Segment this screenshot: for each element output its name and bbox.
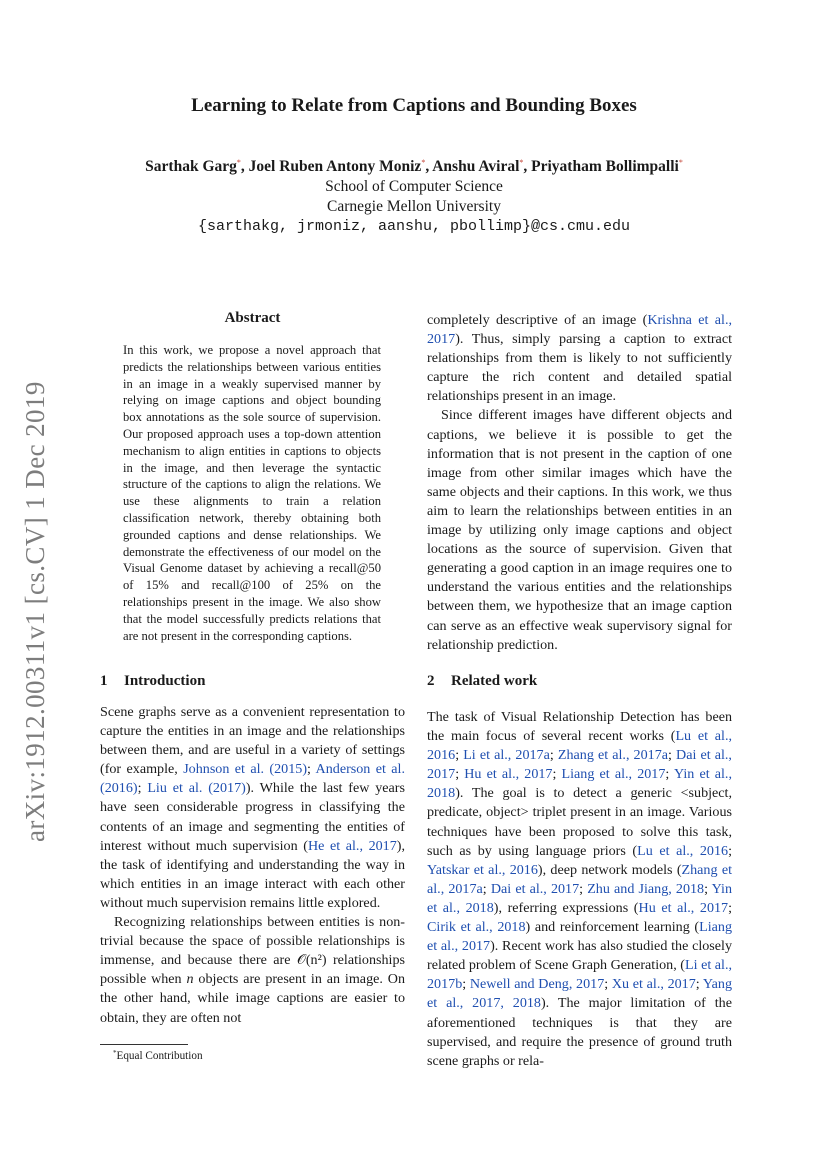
paragraph-text: ) and reinforcement learning ( <box>525 919 700 936</box>
author-emails: {sarthakg, jrmoniz, aanshu, pbollimp}@cs.cmu.edu <box>197 218 631 235</box>
paragraph-text: ; <box>695 976 703 993</box>
citation-link[interactable]: Anderson et al. (2016) <box>100 761 405 797</box>
right-column-intro-continued <box>427 311 732 655</box>
citation-link[interactable]: Lu et al., 2016 <box>637 842 729 859</box>
paragraph-text: ; <box>455 766 465 783</box>
paragraph-text: ). The goal is to detect a generic <subject, predicate, object> triplet present in an image. Various techniques have been proposed to solve this task, such as by using language priors ( <box>427 785 732 859</box>
citation-link[interactable]: Dai et al., 2017 <box>427 747 732 783</box>
citation-link[interactable]: He et al., 2017 <box>307 837 397 854</box>
citation-link[interactable]: Liu et al. (2017) <box>147 780 246 797</box>
citation-link[interactable]: Yin et al., 2018 <box>427 766 732 802</box>
footnote-text: Equal Contribution <box>116 1050 203 1062</box>
paragraph-text: ). Recent work has also studied the closely related problem of Scene Graph Generation, ( <box>427 938 733 974</box>
author-separator: , <box>240 158 249 175</box>
affiliation-school: School of Computer Science <box>325 178 503 195</box>
paragraph-text: objects are present in an image. On the other hand, while image captions are easier to obtain, they are often not <box>100 971 405 1026</box>
citation-link[interactable]: Zhang et al., 2017a <box>557 747 668 764</box>
paragraph-text: ; <box>482 880 491 897</box>
arxiv-stamp: arXiv:1912.00311v1 [cs.CV] 1 Dec 2019 <box>20 381 50 842</box>
paragraph-text: ; <box>549 747 558 764</box>
section-number: 1 <box>100 673 108 689</box>
section-number: 2 <box>427 673 435 689</box>
paragraph-text: ; <box>665 766 674 783</box>
paragraph <box>100 913 405 1028</box>
paragraph-text: Recognizing relationships between entities is non-trivial because the space of possible relationships is immense, and because there are <box>100 914 405 969</box>
paragraph-text: The task of Visual Relationship Detection has been the main focus of several recent works ( <box>427 709 732 745</box>
affiliation-university: Carnegie Mellon University <box>327 198 501 215</box>
paper-title: Learning to Relate from Captions and Bounding Boxes <box>191 95 637 116</box>
paragraph-text: ), referring expressions ( <box>493 899 639 916</box>
section-heading-introduction <box>100 673 205 690</box>
citation-link[interactable]: Hu et al., 2017 <box>464 766 553 783</box>
paragraph-text: ). The major limitation of the aforementioned techniques is that they are supervised, and require the presence of ground truth scene graphs or rela- <box>427 995 732 1069</box>
author-mark: * <box>236 158 241 167</box>
paragraph-text: ; <box>728 899 733 916</box>
abstract-text: In this work, we propose a novel approach that predicts the relationships between various entities in an image in a weakly supervised manner by relying on image captions and object bounding box annotations as the sole source of supervision. Our proposed approach uses a top-down attention mechanism to align entities in captions to objects in the image, and then leverage the syntactic structure of the captions to align the relations. We use these alignments to train a relation classification network, thereby obtaining both grounded captions and dense relationships. We demonstrate the effectiveness of our model on the Visual Genome dataset by achieving a recall@50 of 15% and recall@100 of 25% on the relationships present in the image. We also show that the model successfully predicts relations that are not present in the corresponding captions. <box>123 343 381 643</box>
author-separator: , <box>425 158 433 175</box>
citation-link[interactable]: Li et al., 2017b <box>427 957 732 993</box>
paragraph-text: ), deep network models ( <box>537 861 682 878</box>
citation-link[interactable]: Newell and Deng, 2017 <box>469 976 605 993</box>
footnote-rule <box>100 1044 188 1045</box>
citation-link[interactable]: Cirik et al., 2018 <box>427 919 526 936</box>
paragraph: Since different images have different objects and captions, we believe it is possible to get the information that is not present in the caption of one image from other similar images which have the same objects and their captions. In this work, we thus aim to learn the relationships between entities in an image by utilizing only image captions and object locations as the source of supervision. Given that generating a good caption in an image requires one to understand the various entities and the relationships between them, we hypothesize that an image caption can serve as an effective weak supervisory signal for relationship prediction. <box>427 407 732 653</box>
paragraph-text: Scene graphs serve as a convenient representation to capture the entities in an image and the relationships between them, and are useful in a variety of settings (for example, <box>100 704 405 778</box>
author-name: Anshu Aviral <box>432 158 520 175</box>
author-list <box>0 158 828 176</box>
citation-link[interactable]: Yin et al., 2018 <box>427 880 732 916</box>
citation-link[interactable]: Johnson et al. (2015) <box>183 761 308 778</box>
footnote-mark: * <box>113 1049 117 1057</box>
paragraph <box>100 703 405 913</box>
abstract-heading: Abstract <box>224 310 281 326</box>
introduction-body <box>100 703 405 1028</box>
paragraph-text: ; <box>704 880 712 897</box>
citation-link[interactable]: Lu et al., 2016 <box>427 728 732 764</box>
paragraph-text: ; <box>728 842 732 859</box>
citation-link[interactable]: Yatskar et al., 2016 <box>427 861 538 878</box>
paragraph-text: ). While the last few years have seen considerable progress in classifying the contents of an image and segmenting the entities of interest without much supervision ( <box>100 780 405 854</box>
author-name: Priyatham Bollimpalli <box>531 158 679 175</box>
author-mark: * <box>519 158 524 167</box>
section-title: Introduction <box>124 673 206 689</box>
author-separator: , <box>523 158 532 175</box>
paragraph-text: ; <box>137 780 148 797</box>
related-work-body <box>427 708 732 1071</box>
paragraph-text: ; <box>462 976 470 993</box>
citation-link[interactable]: Zhang et al., 2017a <box>427 861 732 897</box>
footnote <box>113 1049 203 1062</box>
paragraph-text: relationships possible when <box>100 952 405 988</box>
paragraph-text: ). Thus, simply parsing a caption to extract relationships from them is likely to not sufficiently capture the rich content and detailed spatial relationships present in an image. <box>427 331 732 405</box>
citation-link[interactable]: Yang et al., 2017, 2018 <box>427 976 732 1012</box>
author-name: Sarthak Garg <box>145 158 237 175</box>
citation-link[interactable]: Xu et al., 2017 <box>611 976 696 993</box>
citation-link[interactable]: Krishna et al., 2017 <box>427 312 732 348</box>
citation-link[interactable]: Li et al., 2017a <box>463 747 550 764</box>
paragraph-text: ; <box>307 761 316 778</box>
citation-link[interactable]: Dai et al., 2017 <box>490 880 580 897</box>
paragraph-text: ), the task of identifying and understanding the way in which entities in an image interact with each other without much supervision remains little explored. <box>100 837 405 911</box>
citation-link[interactable]: Hu et al., 2017 <box>638 899 729 916</box>
author-mark: * <box>678 158 683 167</box>
paragraph <box>427 311 732 406</box>
paragraph-text: ; <box>668 747 677 764</box>
paragraph-text: ; <box>604 976 612 993</box>
author-mark: * <box>421 158 426 167</box>
paragraph-text: completely descriptive of an image ( <box>427 312 648 328</box>
paragraph-text: ; <box>552 766 562 783</box>
author-name: Joel Ruben Antony Moniz <box>248 158 422 175</box>
section-title: Related work <box>451 673 538 689</box>
paragraph <box>427 708 732 1071</box>
math-expression: 𝒪(n²) <box>296 952 327 969</box>
paragraph-text: ; <box>579 880 588 897</box>
citation-link[interactable]: Liang et al., 2017 <box>427 919 732 955</box>
math-variable: n <box>186 971 194 988</box>
paragraph-text: ; <box>455 747 464 764</box>
citation-link[interactable]: Zhu and Jiang, 2018 <box>587 880 705 897</box>
section-heading-related-work <box>427 673 537 690</box>
citation-link[interactable]: Liang et al., 2017 <box>561 766 666 783</box>
